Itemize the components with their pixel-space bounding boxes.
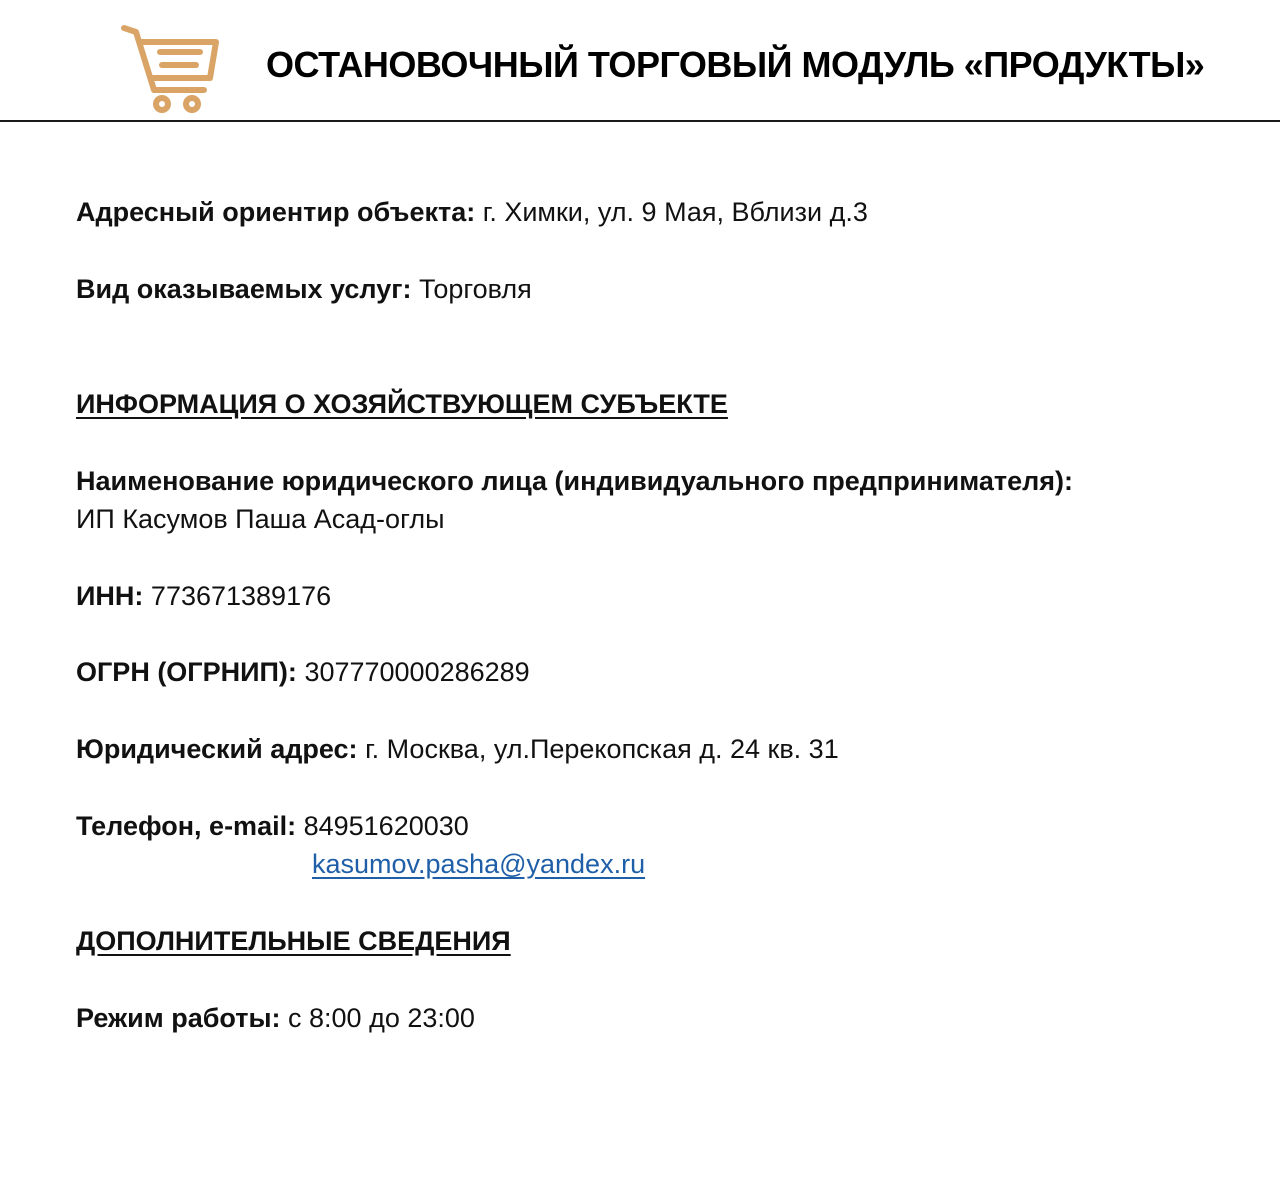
contact-label: Телефон, e-mail: [76, 811, 297, 841]
service-value: Торговля [418, 274, 532, 304]
hours-value: с 8:00 до 23:00 [288, 1003, 475, 1033]
entity-name-value-row [76, 500, 444, 538]
entity-name-label: Наименование юридического лица (индивидуального предпринимателя): [76, 466, 1073, 496]
entity-name-value: ИП Касумов Паша Асад-оглы [76, 504, 445, 534]
inn-row [76, 577, 331, 615]
hours-label: Режим работы: [76, 1003, 281, 1033]
address-value: г. Химки, ул. 9 Мая, Вблизи д.3 [482, 197, 868, 227]
additional-section-heading: ДОПОЛНИТЕЛЬНЫЕ СВЕДЕНИЯ [76, 926, 511, 956]
shopping-cart-icon [118, 20, 222, 116]
entity-name-row [76, 462, 1073, 500]
service-row [76, 270, 532, 308]
inn-label: ИНН: [76, 581, 144, 611]
legal-address-value: г. Москва, ул.Перекопская д. 24 кв. 31 [365, 734, 839, 764]
address-row [76, 193, 868, 231]
inn-value: 773671389176 [150, 581, 332, 611]
ogrn-row [76, 653, 530, 691]
entity-section-heading: ИНФОРМАЦИЯ О ХОЗЯЙСТВУЮЩЕМ СУБЪЕКТЕ [76, 389, 728, 419]
page-title: ОСТАНОВОЧНЫЙ ТОРГОВЫЙ МОДУЛЬ «ПРОДУКТЫ» [266, 44, 1205, 85]
legal-address-row [76, 730, 839, 768]
header [0, 0, 1280, 122]
hours-row [76, 999, 475, 1037]
ogrn-value: 307770000286289 [304, 657, 530, 687]
contact-row [76, 807, 469, 845]
legal-address-label: Юридический адрес: [76, 734, 358, 764]
service-label: Вид оказываемых услуг: [76, 274, 412, 304]
email-link[interactable]: kasumov.pasha@yandex.ru [312, 849, 646, 879]
phone-value: 84951620030 [303, 811, 469, 841]
address-label: Адресный ориентир объекта: [76, 197, 476, 227]
ogrn-label: ОГРН (ОГРНИП): [76, 657, 297, 687]
